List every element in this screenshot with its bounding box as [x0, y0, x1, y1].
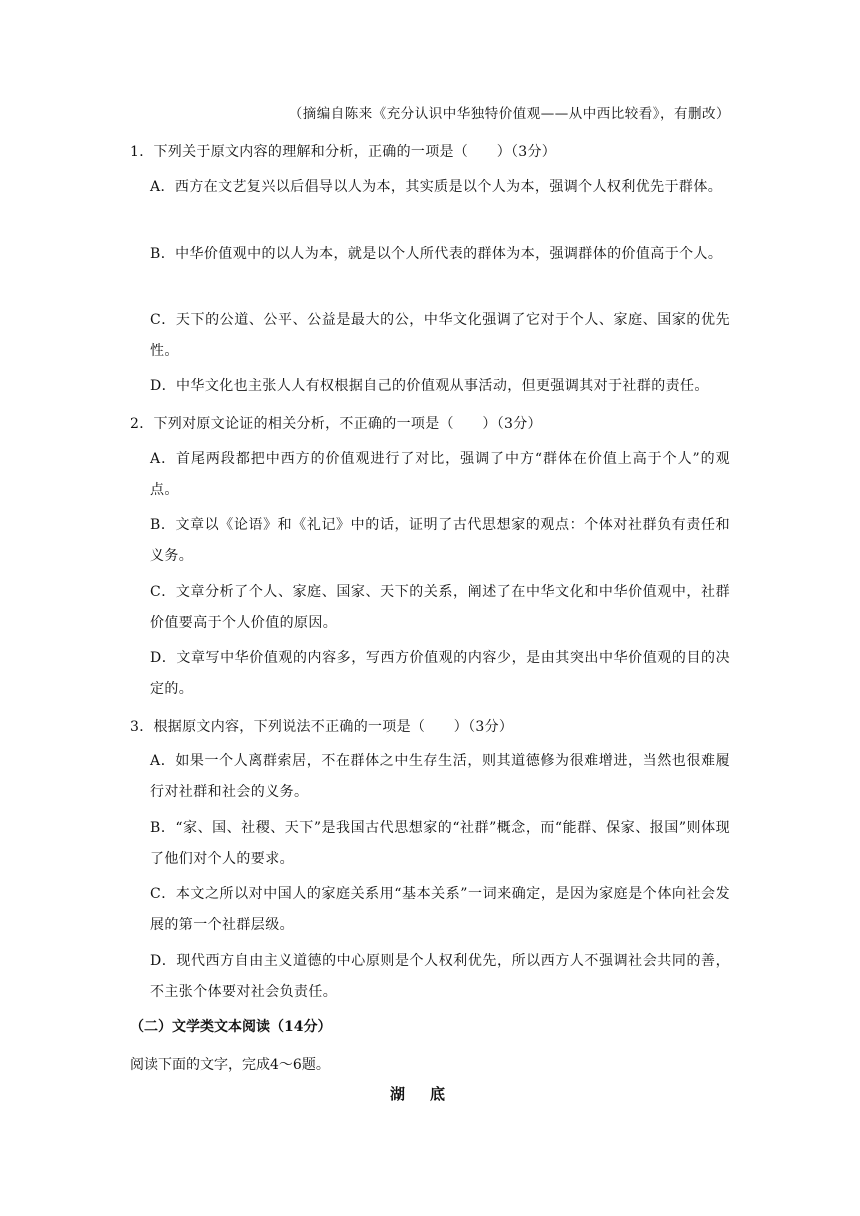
question-2-option-d: [150, 643, 730, 705]
option-label: B．: [150, 246, 176, 262]
question-2-stem: 2．下列对原文论证的相关分析，不正确的一项是（ ）（3分）: [130, 416, 542, 432]
question-2-option-b: [150, 510, 730, 572]
question-2-option-a: [150, 444, 730, 506]
option-label: D．: [150, 650, 177, 666]
question-3-option-c: [150, 879, 730, 941]
question-1-option-d: [150, 371, 730, 402]
question-3-option-d: [150, 946, 730, 1008]
option-label: A．: [150, 179, 175, 195]
option-text: 文章写中华价值观的内容多，写西方价值观的内容少，是由其突出中华价值观的目的决定的。: [150, 650, 730, 697]
option-text: 中华文化也主张人人有权根据自己的价值观从事活动，但更强调其对于社群的责任。: [176, 378, 709, 394]
question-1-option-a: [150, 172, 730, 234]
option-text: 如果一个人离群索居，不在群体之中生存生活，则其道德修为很难增进，当然也很难履行对社群和社会的义务。: [150, 753, 730, 800]
option-label: C．: [150, 584, 176, 600]
option-text: 本文之所以对中国人的家庭关系用“基本关系”一词来确定，是因为家庭是个体向社会发展的第一个社群层级。: [150, 886, 730, 933]
option-text: 天下的公道、公平、公益是最大的公，中华文化强调了它对于个人、家庭、国家的优先性。: [150, 312, 730, 359]
option-label: A．: [150, 451, 177, 467]
option-label: B．: [150, 820, 176, 836]
question-3-option-b: [150, 813, 730, 875]
question-1-stem: 1．下列关于原文内容的理解和分析，正确的一项是（ ）（3分）: [130, 144, 557, 160]
option-label: C．: [150, 312, 176, 328]
source-note: （摘编自陈来《充分认识中华独特价值观——从中西比较看》，有删改）: [288, 106, 730, 122]
option-text: 文章分析了个人、家庭、国家、天下的关系，阐述了在中华文化和中华价值观中，社群价值要高于个人价值的原因。: [150, 584, 730, 631]
question-1-option-c: [150, 305, 730, 367]
question-2-option-c: [150, 577, 730, 639]
question-1-option-b: [150, 239, 730, 301]
question-3-stem: 3．根据原文内容，下列说法不正确的一项是（ ）（3分）: [130, 719, 514, 735]
question-3-option-a: [150, 746, 730, 808]
option-text: 西方在文艺复兴以后倡导以人为本，其实质是以个人为本，强调个人权利优先于群体。: [174, 179, 723, 195]
option-text: 文章以《论语》和《礼记》中的话，证明了古代思想家的观点：个体对社群负有责任和义务。: [150, 517, 730, 564]
option-text: 首尾两段都把中西方的价值观进行了对比，强调了中方“群体在价值上高于个人”的观点。: [150, 451, 730, 498]
option-label: B．: [150, 517, 176, 533]
section-heading: （二）文学类文本阅读（14分）: [130, 1019, 332, 1035]
option-label: D．: [150, 953, 177, 969]
story-title: 湖底: [389, 1085, 470, 1103]
option-text: 中华价值观中的以人为本，就是以个人所代表的群体为本，强调群体的价值高于个人。: [175, 246, 723, 262]
option-label: A．: [150, 753, 176, 769]
option-label: C．: [150, 886, 176, 902]
option-text: 现代西方自由主义道德的中心原则是个人权利优先，所以西方人不强调社会共同的善，不主张个体要对社会负责任。: [150, 953, 730, 1000]
instruction-text: 阅读下面的文字，完成4～6题。: [130, 1057, 330, 1073]
option-label: D．: [150, 378, 177, 394]
option-text: “家、国、社稷、天下”是我国古代思想家的“社群”概念，而“能群、保家、报国”则体现了他们对个人的要求。: [150, 820, 730, 867]
